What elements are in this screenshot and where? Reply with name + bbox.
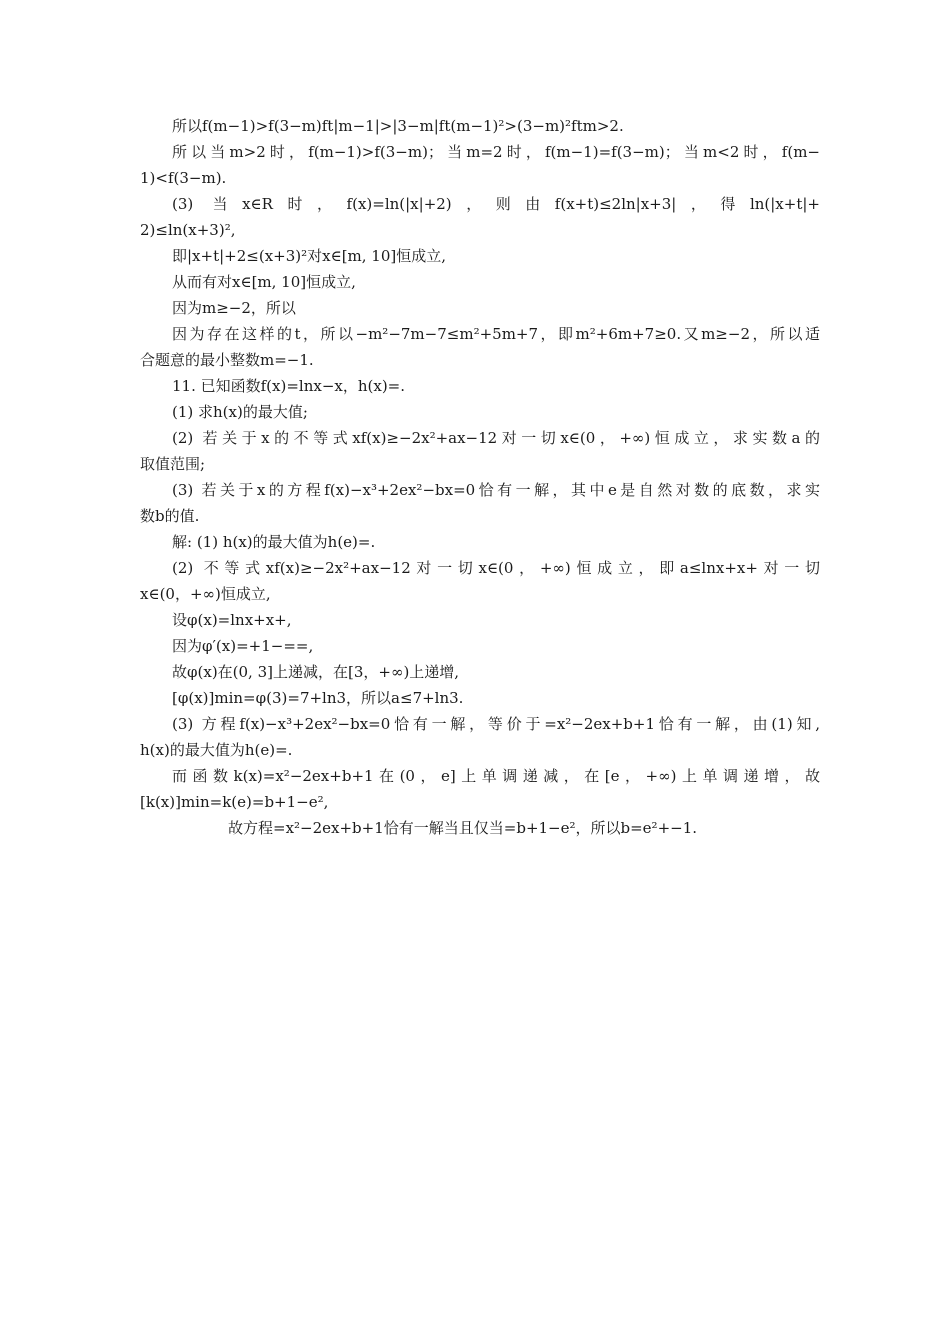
text-line-12: (1) 求h(x)的最大值; [172, 403, 308, 421]
text-line-20: 设φ(x)=lnx+x+, [172, 611, 292, 629]
document-page [140, 113, 820, 841]
text-line-1: 所以f(m−1)>f(3−m)ft|m−1|>|3−m|ft(m−1)²>(3−m)²ftm>2. [172, 117, 624, 135]
text-line-4: (3) 当x∈R时，f(x)=ln(|x|+2)，则由f(x+t)≤2ln|x+3|，得ln(|x+t|+ [172, 195, 820, 213]
text-line-2: 所以当m>2时，f(m−1)>f(3−m)；当m=2时，f(m−1)=f(3−m)；当m<2时，f(m− [172, 143, 820, 161]
text-line-7: 从而有对x∈[m, 10]恒成立, [172, 273, 356, 291]
text-line-5: 2)≤ln(x+3)², [140, 221, 236, 239]
text-line-9: 因为存在这样的t，所以−m²−7m−7≤m²+5m+7，即m²+6m+7≥0.又m≥−2，所以适 [172, 325, 820, 343]
text-line-23: [φ(x)]min=φ(3)=7+ln3，所以a≤7+ln3. [172, 689, 464, 707]
text-line-13: (2) 若关于x的不等式xf(x)≥−2x²+ax−12对一切x∈(0，+∞)恒成立，求实数a的 [172, 429, 820, 447]
text-line-18: (2) 不等式xf(x)≥−2x²+ax−12对一切x∈(0，+∞)恒成立，即a≤lnx+x+对一切 [172, 559, 820, 577]
text-line-22: 故φ(x)在(0, 3]上递减，在[3，+∞)上递增, [172, 663, 460, 681]
text-line-21: 因为φ′(x)=+1−==, [172, 637, 314, 655]
text-line-26: 而函数k(x)=x²−2ex+b+1在(0，e]上单调递减，在[e，+∞)上单调递增，故 [172, 767, 820, 785]
text-line-19: x∈(0，+∞)恒成立, [140, 585, 271, 603]
text-line-15: (3) 若关于x的方程f(x)−x³+2ex²−bx=0恰有一解，其中e是自然对数的底数，求实 [172, 481, 820, 499]
solution-heading: 解: (1) h(x)的最大值为h(e)=. [172, 533, 376, 551]
text-line-8: 因为m≥−2，所以 [172, 299, 296, 317]
text-line-6: 即|x+t|+2≤(x+3)²对x∈[m, 10]恒成立, [172, 247, 447, 265]
text-line-3: 1)<f(3−m). [140, 169, 227, 187]
text-line-24: (3) 方程f(x)−x³+2ex²−bx=0恰有一解，等价于=x²−2ex+b+1恰有一解，由(1)知, [172, 715, 820, 733]
text-line-28: 故方程=x²−2ex+b+1恰有一解当且仅当=b+1−e²，所以b=e²+−1. [228, 819, 698, 837]
text-line-27: [k(x)]min=k(e)=b+1−e², [140, 793, 329, 811]
text-line-25: h(x)的最大值为h(e)=. [140, 741, 293, 759]
text-line-10: 合题意的最小整数m=−1. [140, 351, 314, 369]
problem-11-heading: 11. 已知函数f(x)=lnx−x，h(x)=. [172, 377, 406, 395]
text-line-16: 数b的值. [140, 507, 200, 525]
text-line-14: 取值范围; [140, 455, 206, 473]
